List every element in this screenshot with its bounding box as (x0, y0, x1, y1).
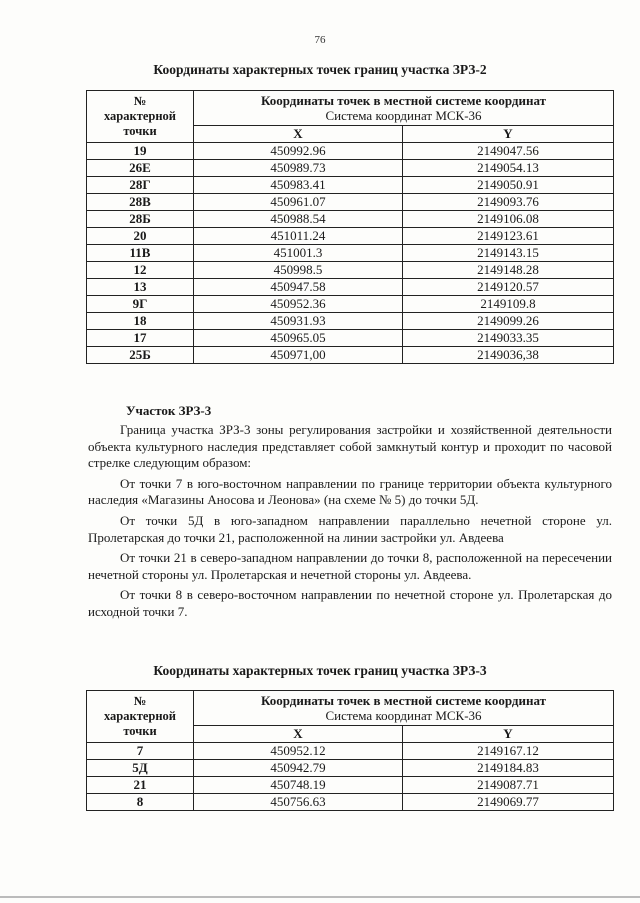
table-row (87, 279, 614, 296)
y-cell: 2149143.15 (403, 245, 614, 262)
x-cell: 450989.73 (194, 160, 403, 177)
x-cell: 450998.5 (194, 262, 403, 279)
point-cell: 18 (87, 313, 194, 330)
y-cell: 2149123.61 (403, 228, 614, 245)
x-cell: 450748.19 (194, 777, 403, 794)
x-cell: 450988.54 (194, 211, 403, 228)
table-row (87, 143, 614, 160)
y-cell: 2149069.77 (403, 794, 614, 811)
y-cell: 2149036,38 (403, 347, 614, 364)
point-cell: 25Б (87, 347, 194, 364)
point-cell: 11В (87, 245, 194, 262)
point-cell: 26Е (87, 160, 194, 177)
section-title: Участок ЗРЗ-3 (126, 403, 212, 418)
table-row (87, 194, 614, 211)
table-row (87, 313, 614, 330)
y-cell: 2149120.57 (403, 279, 614, 296)
y-cell: 2149087.71 (403, 777, 614, 794)
table1-body (87, 143, 614, 364)
paragraph: От точки 5Д в юго-западном направлении параллельно нечетной стороне ул. Пролетарская до точки 21, расположенной на линии застройки ул. Авдеева (88, 512, 612, 545)
y-cell: 2149093.76 (403, 194, 614, 211)
point-cell: 17 (87, 330, 194, 347)
point-cell: 7 (87, 743, 194, 760)
coordinates-table-zrz3 (86, 690, 614, 811)
table-row (87, 760, 614, 777)
coordinates-header: Координаты точек в местной системе координат Система координат МСК-36 (194, 91, 614, 126)
table-row (87, 347, 614, 364)
point-cell: 5Д (87, 760, 194, 777)
x-cell: 450992.96 (194, 143, 403, 160)
x-cell: 450965.05 (194, 330, 403, 347)
point-cell: 19 (87, 143, 194, 160)
y-cell: 2149184.83 (403, 760, 614, 777)
table-row (87, 743, 614, 760)
table-row (87, 160, 614, 177)
x-cell: 450971,00 (194, 347, 403, 364)
table-row (87, 177, 614, 194)
paragraph: Граница участка ЗРЗ-3 зоны регулирования застройки и хозяйственной деятельности объекта культурного наследия представляет собой замкнутый контур и проходит по часовой стрелке следующим образом: (88, 422, 612, 471)
y-cell: 2149054.13 (403, 160, 614, 177)
point-cell: 21 (87, 777, 194, 794)
x-cell: 451011.24 (194, 228, 403, 245)
table-row (87, 794, 614, 811)
point-cell: 28В (87, 194, 194, 211)
page-bottom-edge (0, 896, 640, 898)
y-column-header: Y (403, 126, 614, 143)
y-cell: 2149167.12 (403, 743, 614, 760)
coordinates-header: Координаты точек в местной системе координат Система координат МСК-36 (194, 691, 614, 726)
table-row (87, 245, 614, 262)
paragraph: От точки 7 в юго-восточном направлении по границе территории объекта культурного наследия «Магазины Аносова и Леонова» (на схеме № 5) до точки 5Д. (88, 475, 612, 508)
y-cell: 2149148.28 (403, 262, 614, 279)
point-cell: 28Б (87, 211, 194, 228)
x-cell: 450942.79 (194, 760, 403, 777)
x-cell: 451001.3 (194, 245, 403, 262)
x-cell: 450756.63 (194, 794, 403, 811)
point-cell: 13 (87, 279, 194, 296)
point-number-header: № характерной точки (87, 91, 194, 143)
y-cell: 2149106.08 (403, 211, 614, 228)
table-row (87, 211, 614, 228)
point-cell: 9Г (87, 296, 194, 313)
x-column-header: X (194, 126, 403, 143)
y-cell: 2149033.35 (403, 330, 614, 347)
x-cell: 450952.36 (194, 296, 403, 313)
point-cell: 8 (87, 794, 194, 811)
table-row (87, 777, 614, 794)
x-cell: 450931.93 (194, 313, 403, 330)
x-column-header: X (194, 726, 403, 743)
section-description (88, 422, 612, 625)
y-cell: 2149047.56 (403, 143, 614, 160)
paragraph: От точки 8 в северо-восточном направлении по нечетной стороне ул. Пролетарская до исходной точки 7. (88, 587, 612, 619)
table-row (87, 296, 614, 313)
table2-body (87, 743, 614, 811)
page-number: 76 (314, 34, 326, 46)
x-cell: 450947.58 (194, 279, 403, 296)
coordinates-table-zrz2 (86, 90, 614, 364)
point-cell: 20 (87, 228, 194, 245)
point-cell: 12 (87, 262, 194, 279)
point-number-header: № характерной точки (87, 691, 194, 743)
y-cell: 2149099.26 (403, 313, 614, 330)
table1-title: Координаты характерных точек границ участка ЗРЗ-2 (153, 62, 487, 77)
y-column-header: Y (403, 726, 614, 743)
table-row (87, 262, 614, 279)
x-cell: 450952.12 (194, 743, 403, 760)
point-cell: 28Г (87, 177, 194, 194)
paragraph: От точки 21 в северо-западном направлении до точки 8, расположенной на пересечении нечетной стороны ул. Пролетарская и нечетной стороны ул. Авдеева. (88, 550, 612, 582)
x-cell: 450961.07 (194, 194, 403, 211)
x-cell: 450983.41 (194, 177, 403, 194)
y-cell: 2149109.8 (403, 296, 614, 313)
table2-title: Координаты характерных точек границ участка ЗРЗ-3 (153, 663, 487, 678)
table-row (87, 228, 614, 245)
y-cell: 2149050.91 (403, 177, 614, 194)
table-row (87, 330, 614, 347)
